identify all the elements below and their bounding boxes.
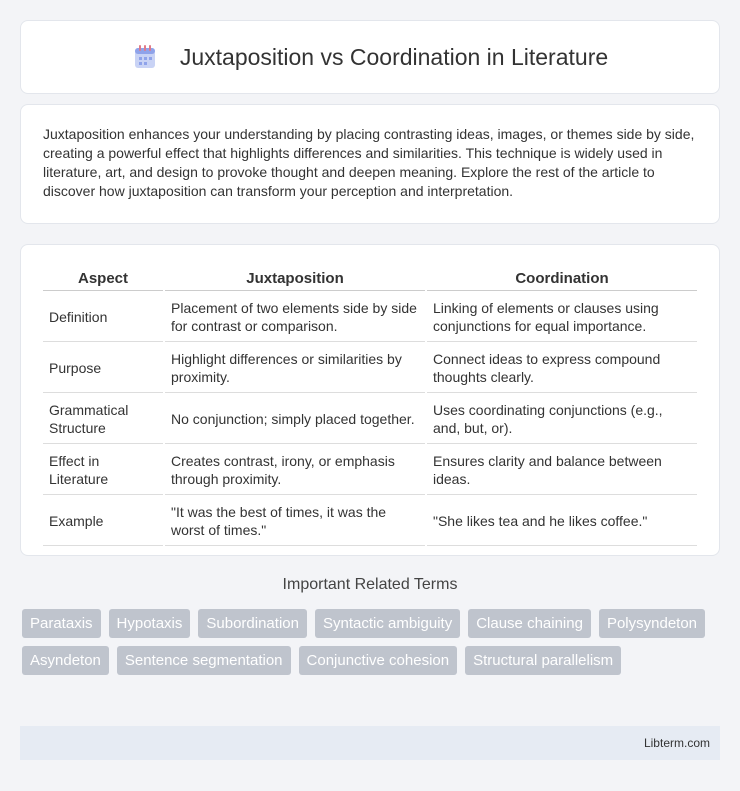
footer-site-link[interactable]: Libterm.com xyxy=(643,736,710,750)
row-coordination: Linking of elements or clauses using conjunctions for equal importance. xyxy=(427,293,697,342)
tag-syntactic-ambiguity[interactable]: Syntactic ambiguity xyxy=(315,609,460,638)
header xyxy=(132,44,608,71)
related-terms-list xyxy=(22,609,722,683)
header-coordination: Coordination xyxy=(427,267,697,291)
table-row xyxy=(43,446,697,495)
header-aspect: Aspect xyxy=(43,267,163,291)
row-aspect: Grammatical Structure xyxy=(43,395,163,444)
table-row xyxy=(43,344,697,393)
row-juxtaposition: Placement of two elements side by side for contrast or comparison. xyxy=(165,293,425,342)
table-header-row xyxy=(43,267,697,291)
header-juxtaposition: Juxtaposition xyxy=(165,267,425,291)
page-title: Juxtaposition vs Coordination in Literature xyxy=(179,43,609,70)
comparison-table xyxy=(41,265,699,548)
header-card xyxy=(20,20,720,94)
notebook-icon xyxy=(132,44,158,70)
tag-polysyndeton[interactable]: Polysyndeton xyxy=(599,609,705,638)
row-juxtaposition: No conjunction; simply placed together. xyxy=(165,395,425,444)
row-aspect: Definition xyxy=(43,293,163,342)
table-row xyxy=(43,497,697,546)
tag-subordination[interactable]: Subordination xyxy=(198,609,307,638)
row-juxtaposition: "It was the best of times, it was the worst of times." xyxy=(165,497,425,546)
tag-structural-parallelism[interactable]: Structural parallelism xyxy=(465,646,621,675)
comparison-card xyxy=(20,244,720,556)
row-juxtaposition: Highlight differences or similarities by proximity. xyxy=(165,344,425,393)
tag-parataxis[interactable]: Parataxis xyxy=(22,609,101,638)
row-aspect: Effect in Literature xyxy=(43,446,163,495)
table-row xyxy=(43,395,697,444)
row-aspect: Purpose xyxy=(43,344,163,393)
row-coordination: Uses coordinating conjunctions (e.g., and, but, or). xyxy=(427,395,697,444)
row-aspect: Example xyxy=(43,497,163,546)
row-coordination: Connect ideas to express compound thoughts clearly. xyxy=(427,344,697,393)
row-juxtaposition: Creates contrast, irony, or emphasis through proximity. xyxy=(165,446,425,495)
intro-text: Juxtaposition enhances your understanding by placing contrasting ideas, images, or themes side by side, creating a powerful effect that highlights differences and similarities. This technique is widely used in literature, art, and design to provoke thought and deepen meaning. Explore the rest of the article to discover how juxtaposition can transform your perception and interpretation. xyxy=(43,126,695,199)
tag-clause-chaining[interactable]: Clause chaining xyxy=(468,609,591,638)
footer xyxy=(20,726,720,760)
tag-hypotaxis[interactable]: Hypotaxis xyxy=(109,609,191,638)
row-coordination: "She likes tea and he likes coffee." xyxy=(427,497,697,546)
row-coordination: Ensures clarity and balance between ideas. xyxy=(427,446,697,495)
table-row xyxy=(43,293,697,342)
tag-conjunctive-cohesion[interactable]: Conjunctive cohesion xyxy=(299,646,458,675)
tag-asyndeton[interactable]: Asyndeton xyxy=(22,646,109,675)
tag-sentence-segmentation[interactable]: Sentence segmentation xyxy=(117,646,291,675)
related-terms-title: Important Related Terms xyxy=(282,576,458,593)
intro-card xyxy=(20,104,720,224)
